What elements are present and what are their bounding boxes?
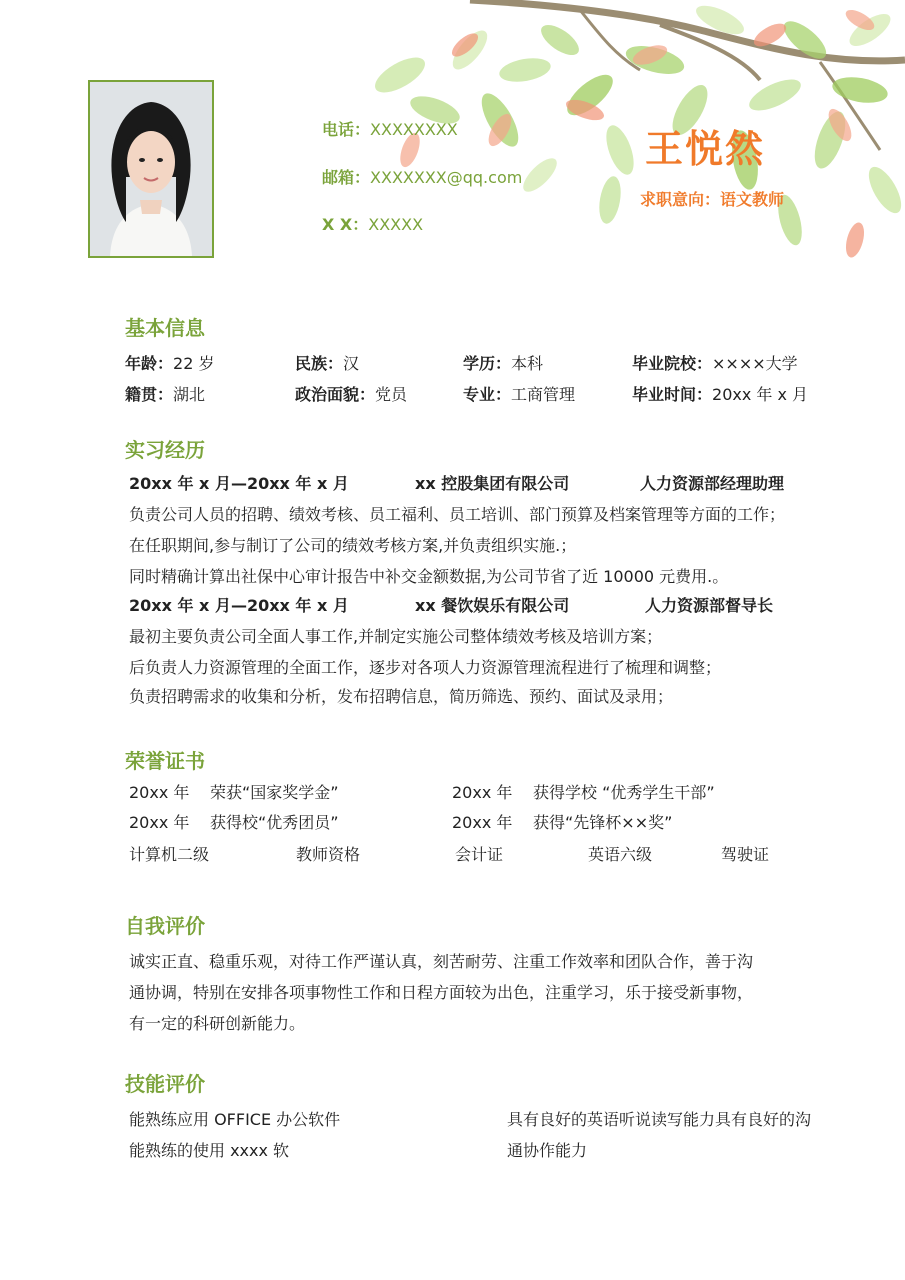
self-eval-line: 通协调，特别在安排各项事物性工作和日程方面较为出色，注重学习，乐于接受新事物， <box>129 983 754 1002</box>
award-text: 荣获“国家奖学金” <box>210 783 339 802</box>
skill-item: 通协作能力 <box>507 1141 588 1160</box>
section-title-skills: 技能评价 <box>125 1072 205 1096</box>
info-ethnicity: 民族：汉 <box>295 354 360 373</box>
other-contact-label: X X： <box>322 215 369 234</box>
job-duty: 在任职期间,参与制订了公司的绩效考核方案,并负责组织实施.； <box>129 536 577 555</box>
job-position: 人力资源部经理助理 <box>640 474 785 493</box>
email-value: XXXXXXX@qq.com <box>370 168 523 187</box>
info-education: 学历：本科 <box>463 354 544 373</box>
email-row <box>322 165 522 188</box>
job-company: xx 餐饮娱乐有限公司 <box>415 596 570 615</box>
award-year: 20xx 年 <box>129 783 190 802</box>
award-text: 获得学校 “优秀学生干部” <box>533 783 715 802</box>
self-eval-line: 有一定的科研创新能力。 <box>129 1014 306 1033</box>
award-year: 20xx 年 <box>452 783 513 802</box>
skill-item: 具有良好的英语听说读写能力具有良好的沟 <box>507 1110 812 1129</box>
job-duty: 负责公司人员的招聘、绩效考核、员工福利、员工培训、部门预算及档案管理等方面的工作； <box>129 505 786 524</box>
job-company: xx 控股集团有限公司 <box>415 474 570 493</box>
award-year: 20xx 年 <box>452 813 513 832</box>
job-duty: 后负责人力资源管理的全面工作，逐步对各项人力资源管理流程进行了梳理和调整； <box>129 658 722 677</box>
certificate-item: 会计证 <box>455 845 504 864</box>
skill-item: 能熟练应用 OFFICE 办公软件 <box>129 1110 341 1129</box>
email-label: 邮箱： <box>322 168 371 187</box>
info-major: 专业：工商管理 <box>463 385 576 404</box>
applicant-name: 王悦然 <box>645 127 766 171</box>
certificate-item: 教师资格 <box>296 845 361 864</box>
other-contact-value: XXXXX <box>368 215 424 234</box>
person-portrait-icon <box>90 82 212 256</box>
phone-row <box>322 117 458 140</box>
phone-value: XXXXXXXX <box>370 120 458 139</box>
job-period: 20xx 年 x 月—20xx 年 x 月 <box>129 474 349 493</box>
info-age: 年龄：22 岁 <box>125 354 215 373</box>
profile-photo <box>88 80 214 258</box>
award-text: 获得校“优秀团员” <box>210 813 339 832</box>
info-political-status: 政治面貌：党员 <box>295 385 408 404</box>
job-duty: 同时精确计算出社保中心审计报告中补交金额数据,为公司节省了近 10000 元费用.。 <box>129 567 729 586</box>
certificate-item: 计算机二级 <box>129 845 210 864</box>
section-title-basic-info: 基本信息 <box>125 316 205 340</box>
job-period: 20xx 年 x 月—20xx 年 x 月 <box>129 596 349 615</box>
phone-label: 电话： <box>322 120 371 139</box>
job-position: 人力资源部督导长 <box>645 596 774 615</box>
section-title-self-evaluation: 自我评价 <box>125 914 205 938</box>
info-school: 毕业院校：××××大学 <box>632 354 798 373</box>
certificate-item: 英语六级 <box>588 845 653 864</box>
award-year: 20xx 年 <box>129 813 190 832</box>
award-text: 获得“先锋杯××奖” <box>533 813 673 832</box>
section-title-internship: 实习经历 <box>125 438 205 462</box>
info-graduation-date: 毕业时间：20xx 年 x 月 <box>632 385 809 404</box>
job-intent: 求职意向：语文教师 <box>640 190 785 209</box>
other-contact-row <box>322 212 423 235</box>
skill-item: 能熟练的使用 xxxx 软 <box>129 1141 290 1160</box>
job-duty: 最初主要负责公司全面人事工作,并制定实施公司整体绩效考核及培训方案； <box>129 627 663 646</box>
section-title-honors: 荣誉证书 <box>125 749 205 773</box>
self-eval-line: 诚实正直、稳重乐观，对待工作严谨认真，刻苦耐劳、注重工作效率和团队合作，善于沟 <box>129 952 754 971</box>
info-hometown: 籍贯：湖北 <box>125 385 206 404</box>
certificate-item: 驾驶证 <box>721 845 770 864</box>
job-duty: 负责招聘需求的收集和分析，发布招聘信息，简历筛选、预约、面试及录用； <box>129 687 674 706</box>
